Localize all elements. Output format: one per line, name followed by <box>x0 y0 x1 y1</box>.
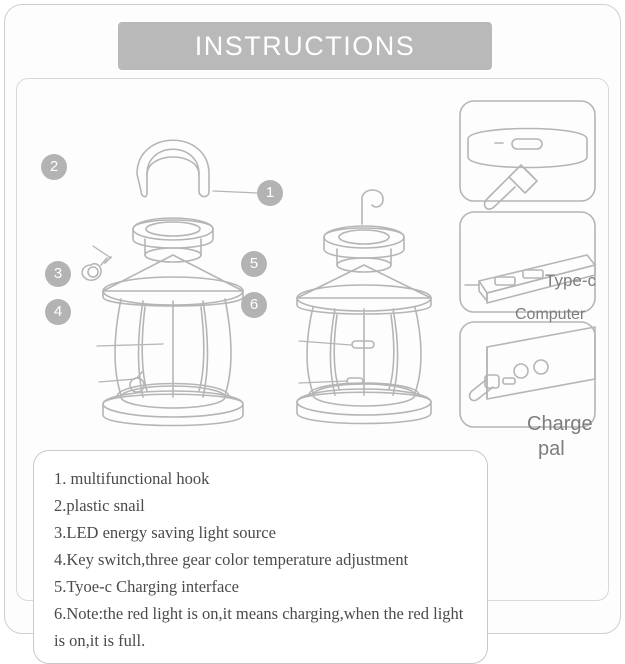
legend-item-4: 4.Key switch,three gear color temperature adjustment <box>54 550 409 569</box>
legend-box <box>33 450 488 664</box>
legend-item-6: 6.Note:the red light is on,it means charging,when the red light is on,it is full. <box>54 604 468 650</box>
legend-item-3: 3.LED energy saving light source <box>54 523 276 542</box>
page-title: INSTRUCTIONS <box>194 31 416 61</box>
callout-badge-3: 3 <box>45 261 71 287</box>
legend-item-5: 5.Tyoe-c Charging interface <box>54 577 240 596</box>
side-panel-label-pal: pal <box>538 438 565 460</box>
side-panel-label-type-c: Type-c <box>545 271 597 290</box>
callout-badge-1: 1 <box>257 180 283 206</box>
side-panel-label-charge: Charge <box>527 413 593 435</box>
callout-badge-5: 5 <box>241 251 267 277</box>
callout-badge-2: 2 <box>41 154 67 180</box>
legend-item-2: 2.plastic snail <box>54 496 145 515</box>
illustration-panel <box>16 78 609 650</box>
callout-badge-6: 6 <box>241 292 267 318</box>
title-banner <box>118 22 492 70</box>
legend-item-1: 1. multifunctional hook <box>54 469 210 488</box>
side-panel-label-computer: Computer <box>515 306 586 323</box>
callout-badge-4: 4 <box>45 299 71 325</box>
